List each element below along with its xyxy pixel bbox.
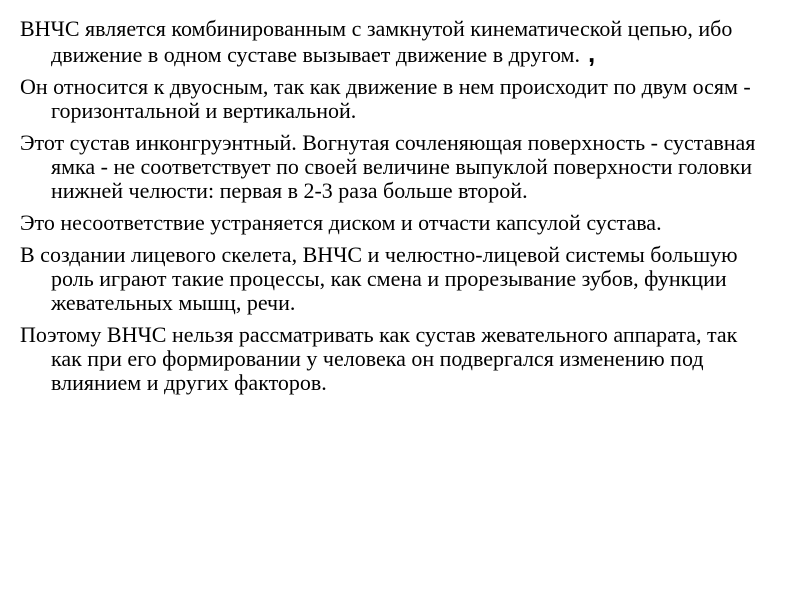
- paragraph-1-text: ВНЧС является комбинированным с замкнутой кинематической цепью, ибо движение в одном суставе вызывает движение в другом.: [20, 16, 733, 67]
- paragraph-5-text: В создании лицевого скелета, ВНЧС и челюстно-лицевой системы большую роль играют такие процессы, как смена и прорезывание зубов, функции жевательных мышц, речи.: [20, 242, 738, 315]
- paragraph-1: [20, 17, 760, 67]
- paragraph-2: [20, 75, 760, 123]
- paragraph-6-text: Поэтому ВНЧС нельзя рассматривать как сустав жевательного аппарата, так как при его формировании у человека он подвергался изменению под влиянием и других факторов.: [20, 322, 738, 395]
- paragraph-5: [20, 243, 760, 315]
- paragraph-3-text: Этот сустав инконгруэнтный. Вогнутая сочленяющая поверхность - суставная ямка - не соответствует по своей величине выпуклой поверхности головки нижней челюсти: первая в 2-3 раза больше второй.: [20, 130, 756, 203]
- paragraph-3: [20, 131, 760, 203]
- paragraph-1-comma-mark: ,: [587, 38, 596, 68]
- paragraph-4-text: Это несоответствие устраняется диском и отчасти капсулой сустава.: [20, 210, 662, 235]
- paragraph-2-text: Он относится к двуосным, так как движение в нем происходит по двум осям - горизонтальной и вертикальной.: [20, 74, 751, 123]
- paragraph-4: [20, 211, 760, 235]
- paragraph-6: [20, 323, 760, 395]
